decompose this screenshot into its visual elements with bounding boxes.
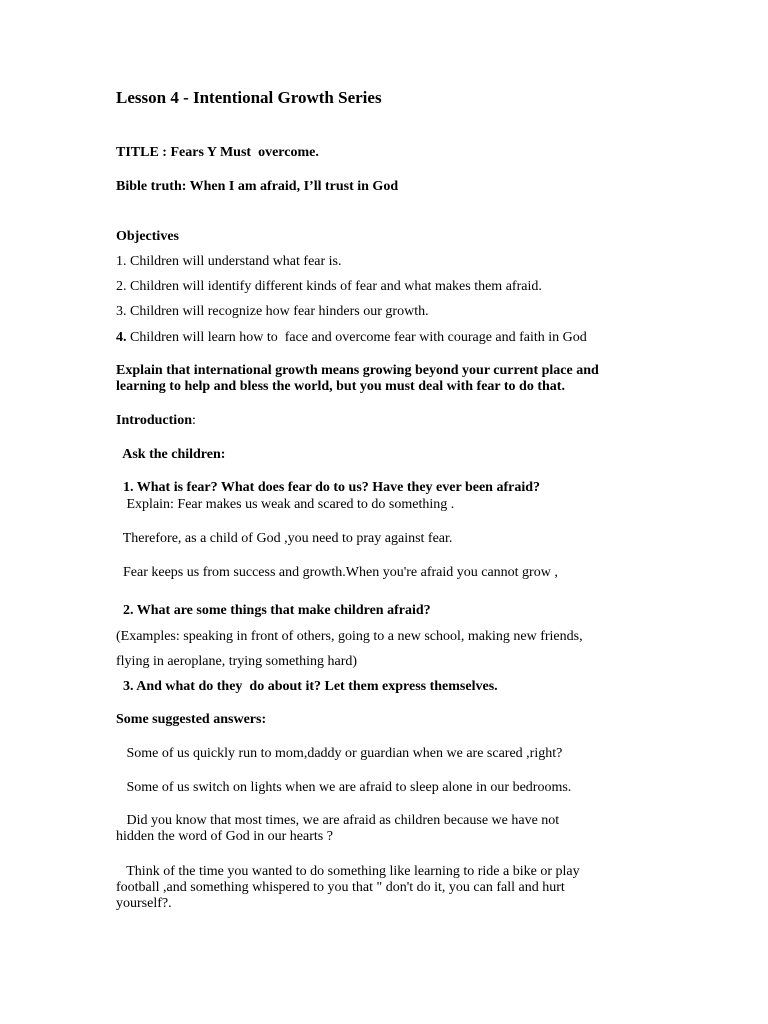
objectives-heading: Objectives (116, 229, 179, 244)
examples-line-2: flying in aeroplane, trying something hard) (116, 654, 358, 669)
question-3: 3. And what do they do about it? Let them express themselves. (116, 679, 498, 694)
bible-truth: Bible truth: When I am afraid, I’ll trust in God (116, 179, 399, 194)
question-1: 1. What is fear? What does fear do to us? Have they ever been afraid? (116, 480, 540, 495)
introduction-heading (116, 412, 196, 429)
objective-4-text: Children will learn how to face and overcome fear with courage and faith in God (126, 330, 587, 345)
examples-line-1: (Examples: speaking in front of others, going to a new school, making new friends, (116, 629, 583, 644)
objective-4-number: 4. (116, 330, 127, 345)
explain-line-2: learning to help and bless the world, but you must deal with fear to do that. (116, 379, 565, 394)
suggested-answers-heading: Some suggested answers: (116, 712, 267, 727)
question-1-explain: Explain: Fear makes us weak and scared to do something . (116, 497, 455, 512)
answer-3-line-2: hidden the word of God in our hearts ? (116, 829, 333, 844)
introduction-label: Introduction (116, 413, 192, 428)
objective-1: 1. Children will understand what fear is. (116, 254, 342, 269)
question-1-fear-keeps: Fear keeps us from success and growth.When you're afraid you cannot grow , (116, 565, 558, 580)
objective-4 (116, 329, 587, 346)
question-2: 2. What are some things that make children afraid? (116, 603, 431, 618)
lesson-title: Lesson 4 - Intentional Growth Series (116, 88, 382, 107)
ask-children: Ask the children: (116, 447, 226, 462)
explain-line-1: Explain that international growth means growing beyond your current place and (116, 363, 599, 378)
objective-3: 3. Children will recognize how fear hinders our growth. (116, 304, 429, 319)
answer-1: Some of us quickly run to mom,daddy or guardian when we are scared ,right? (116, 746, 563, 761)
answer-2: Some of us switch on lights when we are afraid to sleep alone in our bedrooms. (116, 780, 572, 795)
title-line: TITLE : Fears Y Must overcome. (116, 145, 319, 160)
objective-2: 2. Children will identify different kinds of fear and what makes them afraid. (116, 279, 542, 294)
answer-4-line-3: yourself?. (116, 896, 172, 911)
question-1-therefore: Therefore, as a child of God ,you need to pray against fear. (116, 531, 453, 546)
answer-4-line-2: football ,and something whispered to you that " don't do it, you can fall and hurt (116, 880, 565, 895)
answer-3-line-1: Did you know that most times, we are afraid as children because we have not (116, 813, 560, 828)
answer-4-line-1: Think of the time you wanted to do something like learning to ride a bike or play (116, 864, 580, 879)
introduction-colon: : (191, 413, 196, 428)
